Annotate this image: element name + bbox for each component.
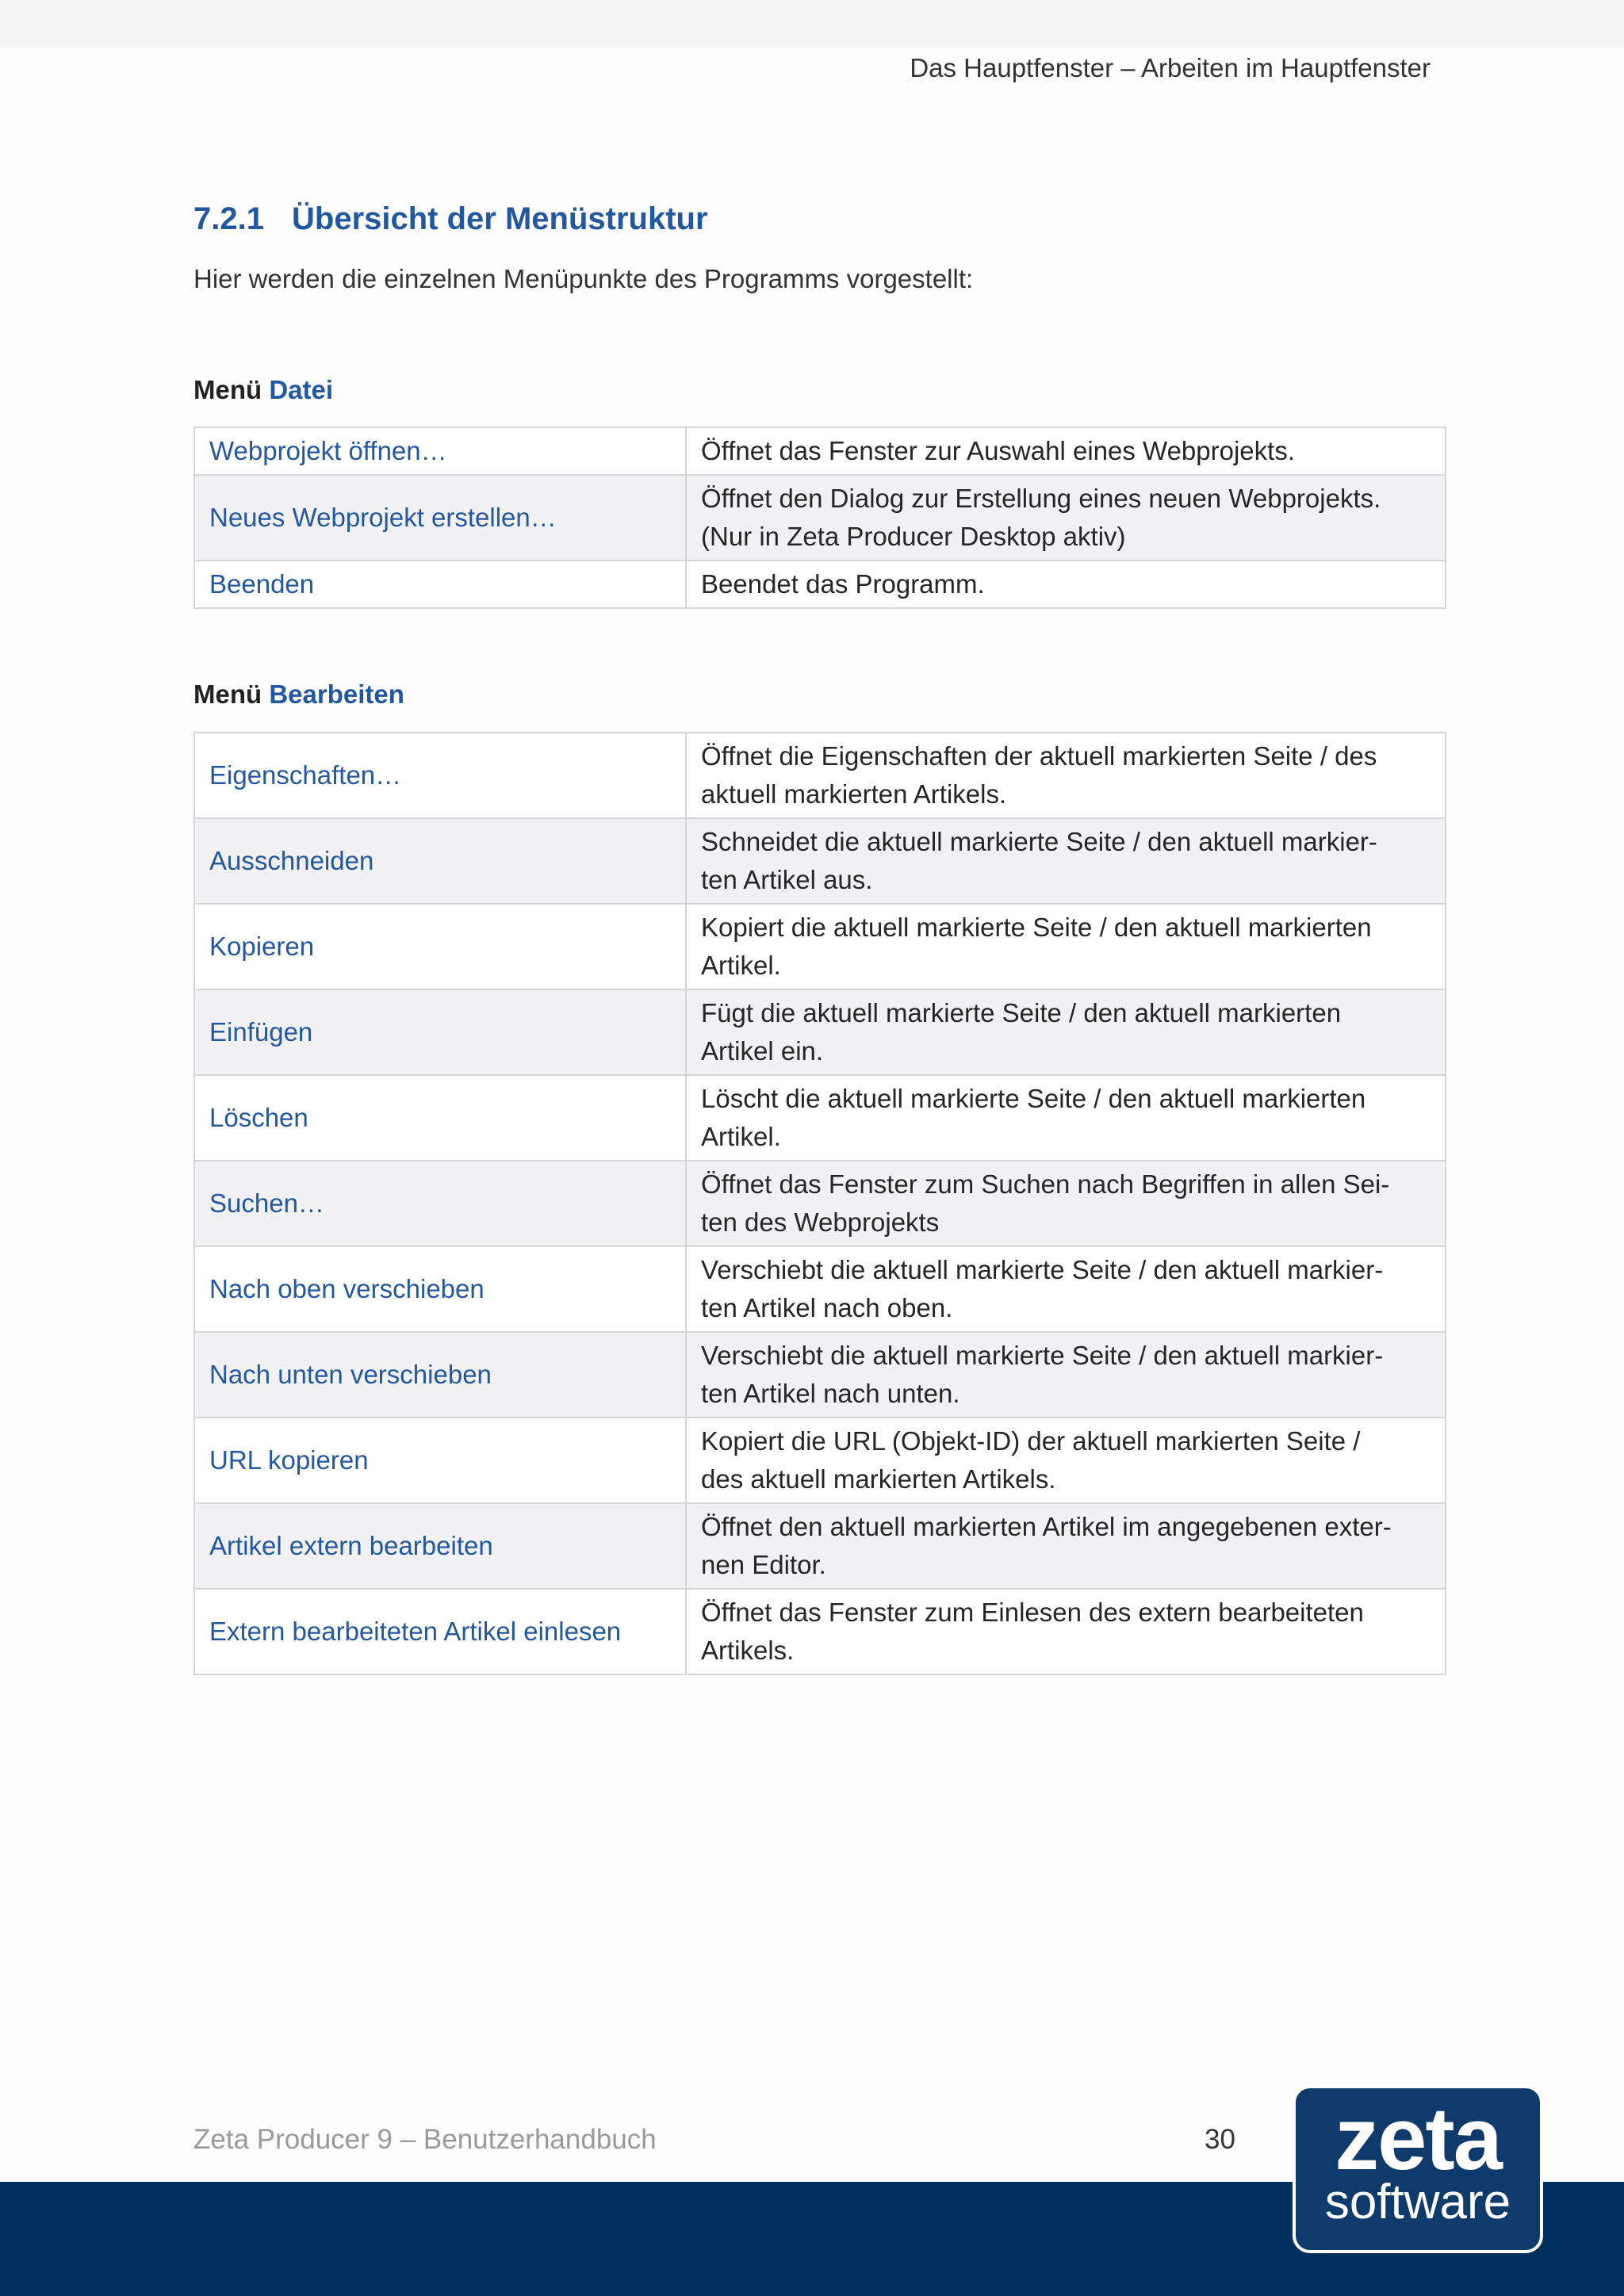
description-line: Artikel.: [701, 1122, 781, 1151]
menu-item-description: [686, 1332, 1446, 1418]
table-row: [194, 733, 1446, 818]
description-line: des aktuell markierten Artikels.: [701, 1464, 1056, 1494]
section-number: 7.2.1: [193, 201, 264, 236]
description-line: Löscht die aktuell markierte Seite / den aktuell markierten: [701, 1084, 1366, 1113]
table-row: [194, 989, 1446, 1075]
menu-item-description: [686, 904, 1446, 989]
table-row: [194, 1503, 1446, 1589]
section-intro: Hier werden die einzelnen Menüpunkte des Programms vorgestellt:: [193, 264, 974, 293]
menu-item-description: [686, 1161, 1446, 1246]
menu-item-description: [686, 1418, 1446, 1503]
description-line: Artikels.: [701, 1636, 795, 1665]
menu-item-label: Webprojekt öffnen…: [194, 427, 686, 475]
table-row: [194, 1589, 1446, 1674]
footer-book-title: Zeta Producer 9 – Benutzerhandbuch: [193, 2124, 657, 2155]
menu-table-bearbeiten: [193, 732, 1446, 1675]
menu-item-label: Artikel extern bearbeiten: [194, 1503, 686, 1589]
description-line: ten des Webprojekts: [701, 1207, 940, 1237]
table-row: [194, 475, 1446, 561]
zeta-software-logo: [1293, 2085, 1543, 2253]
logo-wordmark-top: zeta: [1335, 2089, 1501, 2188]
description-line: nen Editor.: [701, 1550, 826, 1579]
table-row: [194, 427, 1446, 475]
menu-item-label: Eigenschaften…: [194, 733, 686, 818]
description-line: Öffnet die Eigenschaften der aktuell markierten Seite / des: [701, 741, 1377, 771]
menu-heading-name: Datei: [269, 375, 334, 404]
description-line: Öffnet den Dialog zur Erstellung eines neuen Webprojekts.: [701, 484, 1381, 513]
menu-item-label: Ausschneiden: [194, 818, 686, 904]
description-line: aktuell markierten Artikels.: [701, 779, 1007, 809]
description-line: Verschiebt die aktuell markierte Seite / den aktuell markier-: [701, 1255, 1384, 1284]
menu-item-label: Kopieren: [194, 904, 686, 989]
table-row: [194, 904, 1446, 989]
description-line: Kopiert die aktuell markierte Seite / den aktuell markierten: [701, 913, 1372, 942]
menu-item-label: Nach oben verschieben: [194, 1246, 686, 1332]
section-title-text: Übersicht der Menüstruktur: [292, 201, 708, 236]
menu-item-label: Einfügen: [194, 989, 686, 1075]
description-line: Verschiebt die aktuell markierte Seite / den aktuell markier-: [701, 1341, 1384, 1370]
description-line: Öffnet das Fenster zur Auswahl eines Webprojekts.: [701, 436, 1295, 465]
menu-item-label: URL kopieren: [194, 1418, 686, 1503]
description-line: Öffnet das Fenster zum Suchen nach Begriffen in allen Sei-: [701, 1169, 1390, 1199]
description-line: Schneidet die aktuell markierte Seite / den aktuell markier-: [701, 827, 1377, 856]
menu-item-description: [686, 1503, 1446, 1589]
menu-item-label: Suchen…: [194, 1161, 686, 1246]
menu-item-description: [686, 1075, 1446, 1161]
description-line: ten Artikel nach oben.: [701, 1293, 953, 1322]
menu-heading-prefix: Menü: [193, 375, 262, 404]
table-row: [194, 561, 1446, 608]
menu-item-description: [686, 733, 1446, 818]
menu-item-description: [686, 1589, 1446, 1674]
menu-item-label: Neues Webprojekt erstellen…: [194, 475, 686, 561]
menu-heading-name: Bearbeiten: [269, 679, 404, 709]
description-line: Beendet das Programm.: [701, 569, 985, 599]
description-line: Kopiert die URL (Objekt-ID) der aktuell markierten Seite /: [701, 1426, 1361, 1456]
description-line: Öffnet den aktuell markierten Artikel im angegebenen exter-: [701, 1512, 1392, 1541]
description-line: Fügt die aktuell markierte Seite / den aktuell markierten: [701, 998, 1342, 1027]
menu-item-label: Löschen: [194, 1075, 686, 1161]
description-line: Öffnet das Fenster zum Einlesen des extern bearbeiteten: [701, 1598, 1364, 1627]
table-row: [194, 1075, 1446, 1161]
menu-item-description: [686, 818, 1446, 904]
menu-item-label: Beenden: [194, 561, 686, 608]
description-line: ten Artikel aus.: [701, 865, 873, 894]
running-header: Das Hauptfenster – Arbeiten im Hauptfenster: [910, 53, 1431, 82]
menu-item-label: Nach unten verschieben: [194, 1332, 686, 1418]
page-number: 30: [1205, 2124, 1235, 2155]
top-strip: [0, 0, 1624, 48]
description-line: (Nur in Zeta Producer Desktop aktiv): [701, 522, 1126, 551]
menu-heading-prefix: Menü: [193, 679, 262, 709]
menu-item-description: [686, 475, 1446, 561]
menu-item-label: Extern bearbeiteten Artikel einlesen: [194, 1589, 686, 1674]
logo-wordmark-bottom: software: [1324, 2175, 1511, 2229]
table-row: [194, 1161, 1446, 1246]
menu-item-description: [686, 561, 1446, 608]
section-title: [193, 201, 708, 237]
menu-table-datei: [193, 427, 1446, 609]
menu-item-description: [686, 427, 1446, 475]
table-row: [194, 818, 1446, 904]
table-row: [194, 1246, 1446, 1332]
table-row: [194, 1332, 1446, 1418]
table-row: [194, 1418, 1446, 1503]
description-line: Artikel ein.: [701, 1036, 824, 1066]
menu-heading-bearbeiten: [193, 679, 404, 710]
menu-item-description: [686, 1246, 1446, 1332]
description-line: Artikel.: [701, 951, 781, 980]
menu-heading-datei: [193, 375, 333, 405]
description-line: ten Artikel nach unten.: [701, 1379, 960, 1408]
menu-item-description: [686, 989, 1446, 1075]
